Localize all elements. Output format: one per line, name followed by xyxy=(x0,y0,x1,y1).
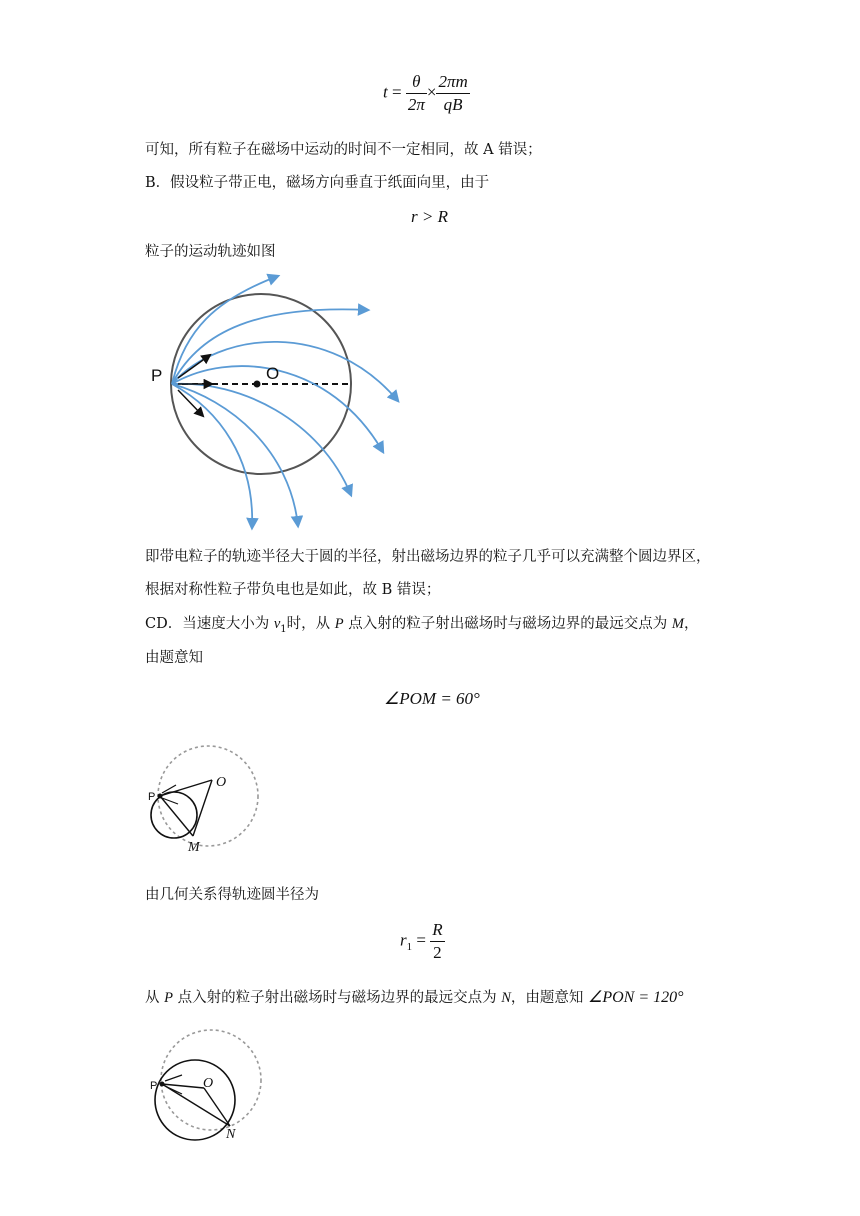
text-line-8: 由几何关系得轨迹圆半径为 xyxy=(145,887,319,903)
line6-sub: 1 xyxy=(280,623,287,635)
velocity-arrow-c xyxy=(165,1075,182,1081)
text-line-7: 由题意知 xyxy=(145,650,203,666)
line6-var-m: M xyxy=(671,616,684,632)
formula-t-eq: = xyxy=(391,82,402,102)
formula-t-lhs: t xyxy=(383,82,388,102)
trajectory-circle-r2 xyxy=(155,1060,235,1140)
line6-part-d: ， xyxy=(683,616,699,632)
segment-PN xyxy=(162,1084,230,1126)
line9-part-a: 从 xyxy=(145,990,165,1006)
formula-r-gt-R: r > R xyxy=(411,207,448,226)
line6-part-b: 时，从 xyxy=(286,616,335,632)
line9-var-p: P xyxy=(164,990,173,1006)
velocity-arrow-d xyxy=(165,1086,182,1094)
label-O-fig3: O xyxy=(203,1076,214,1091)
frac-r1-den: 2 xyxy=(433,943,442,962)
frac-period-den: qB xyxy=(443,95,463,114)
text-line-4: 即带电粒子的轨迹半径大于圆的半径，射出磁场边界的粒子几乎可以充满整个圆边界区， xyxy=(145,549,711,565)
formula-r1-r: r xyxy=(400,930,407,950)
line9-var-n: N xyxy=(501,990,511,1006)
frac-period-num: 2πm xyxy=(436,72,469,94)
label-P-fig3: P xyxy=(150,1080,158,1092)
label-P-fig2: P xyxy=(148,791,156,803)
label-P: P xyxy=(151,366,163,385)
text-line-2: B．假设粒子带正电，磁场方向垂直于纸面向里，由于 xyxy=(145,175,490,191)
line6-part-c: 点入射的粒子射出磁场时与磁场边界的最远交点为 xyxy=(343,616,672,632)
text-line-1: 可知，所有粒子在磁场中运动的时间不一定相同，故 A 错误； xyxy=(145,142,542,158)
frac-r1-num: R xyxy=(430,920,444,942)
label-O-fig2: O xyxy=(216,775,227,790)
point-P-dot-2 xyxy=(160,1082,165,1087)
text-line-3: 粒子的运动轨迹如图 xyxy=(145,244,276,260)
frac-theta-num: θ xyxy=(406,72,427,94)
formula-r1-sub: 1 xyxy=(406,940,413,953)
formula-t-times: × xyxy=(426,82,437,102)
formula-angle-PON: ∠PON = 120° xyxy=(587,989,684,1006)
formula-angle-POM: ∠POM = 60° xyxy=(384,689,480,708)
line6-var-v: v xyxy=(273,616,281,632)
frac-theta-den: 2π xyxy=(407,95,425,114)
segment-ON xyxy=(204,1088,230,1126)
label-N-fig3: N xyxy=(226,1127,236,1142)
text-line-5: 根据对称性粒子带负电也是如此，故 B 错误； xyxy=(145,582,441,598)
formula-r1-eq: = xyxy=(416,930,426,950)
line6-var-p: P xyxy=(334,616,344,632)
line6-part-a: CD．当速度大小为 xyxy=(145,616,274,632)
line9-part-b: 点入射的粒子射出磁场时与磁场边界的最远交点为 xyxy=(172,990,502,1006)
line9-part-c: ，由题意知 xyxy=(510,990,588,1006)
label-M-fig2: M xyxy=(188,840,200,855)
label-O: O xyxy=(266,364,280,383)
